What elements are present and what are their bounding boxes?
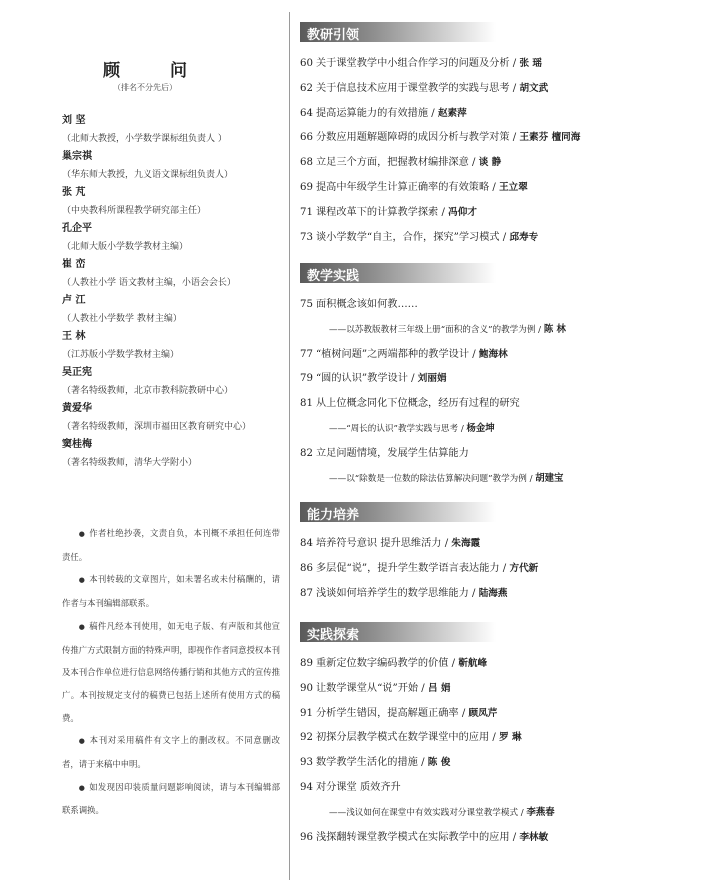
article-author: 陆海燕 (478, 587, 508, 599)
article-author: 谈 静 (478, 157, 502, 169)
toc-entry (300, 102, 710, 127)
table-of-contents (300, 0, 710, 892)
notice-item (62, 568, 280, 614)
page-number: 92 (300, 732, 313, 744)
advisor-role: （著名特级教师，北京市教科院教研中心） (62, 385, 234, 396)
article-title: 面积概念该如何教…… (315, 299, 418, 310)
notice-text: 本刊对采用稿件有文字上的删改权。不同意删改者，请于来稿中申明。 (62, 735, 281, 770)
column-divider (289, 12, 290, 880)
article-title: 关于课堂教学中小组合作学习的问题及分析 / (315, 58, 520, 69)
article-author: 张 瑶 (519, 58, 542, 69)
article-author: 赵素萍 (437, 107, 467, 119)
article-title: “植树问题”之两端都种的教学设计 / (315, 348, 479, 360)
page-number: 93 (300, 757, 313, 769)
section-items (300, 532, 710, 606)
advisor-name: 张 芃 (62, 187, 86, 198)
page-number: 69 (300, 181, 313, 193)
article-title: 对分课堂 质效齐升 (315, 781, 401, 793)
page-number: 87 (300, 587, 313, 599)
article-title: 分数应用题解题障碍的成因分析与教学对策 / (315, 132, 520, 144)
advisor-name: 吴正宪 (62, 367, 92, 378)
article-author: 方代新 (509, 562, 539, 574)
article-title: ——“周长的认识”教学实践与思考 / (329, 423, 467, 434)
page-number: 71 (300, 206, 313, 218)
section-heading-text: 能力培养 (307, 508, 360, 523)
notice-text: 如发现因印装质量问题影响阅读，请与本刊编辑部联系调换。 (62, 781, 280, 816)
toc-entry (300, 776, 710, 801)
article-author: 陈 俊 (427, 757, 451, 769)
section-items (300, 293, 710, 491)
section-items (300, 652, 710, 850)
article-author: 吕 娟 (427, 682, 451, 694)
article-title: 从上位概念同化下位概念，经历有过程的研究 (315, 398, 520, 410)
advisor-name: 黄爱华 (62, 403, 92, 414)
section-items (300, 52, 710, 250)
toc-entry (300, 652, 710, 677)
article-title: 浅谈如何培养学生的数学思维能力 / (315, 587, 479, 599)
article-author: 李燕春 (526, 806, 555, 818)
page-number: 84 (300, 538, 313, 549)
page-number: 60 (300, 58, 313, 69)
notice-text: 稿件凡经本刊使用，如无电子版、有声版和其他宣传推广方式限制方面的特殊声明，即视作作者同意授权本刊及本刊合作单位进行信息网络传播行销和其他方式的宣传推广。本刊按规定支付的稿费已包括上述所有使用方式的稿费。 (62, 620, 280, 723)
notice-item (62, 522, 280, 568)
advisor-role: （人教社小学数学 教材主编） (62, 313, 182, 324)
bullet-icon: ● (78, 622, 86, 631)
article-title: “圆的认识”教学设计 / (315, 373, 418, 385)
notice-item (62, 776, 280, 822)
advisor-name: 窦桂梅 (62, 439, 92, 450)
article-title: 分析学生错因，提高解题正确率 / (315, 707, 469, 719)
notice-list (62, 522, 280, 822)
section-heading (300, 263, 496, 283)
toc-entry (300, 77, 710, 102)
advisors-subtitle: （排名不分先后） (113, 83, 177, 92)
toc-entry (300, 201, 710, 226)
page-number: 86 (300, 562, 313, 574)
advisor-role: （华东师大教授，九义语文课标组负责人） (62, 169, 234, 180)
article-author: 胡建宝 (535, 472, 564, 484)
page-number: 64 (300, 107, 313, 119)
article-title: 提高运算能力的有效措施 / (315, 107, 438, 119)
toc-entry (300, 582, 710, 607)
toc-entry (300, 176, 710, 201)
article-author: 靳航峰 (458, 658, 488, 669)
toc-entry (300, 442, 710, 467)
toc-entry (300, 751, 710, 776)
page-number: 68 (300, 157, 313, 169)
toc-subtitle (300, 417, 710, 442)
advisor-name: 巢宗祺 (62, 151, 92, 162)
toc-entry (300, 702, 710, 727)
article-title: ——浅议如何在课堂中有效实践对分课堂教学模式 / (329, 807, 527, 818)
article-title: 多层促“说”，提升学生数学语言表达能力 / (315, 562, 510, 574)
article-author: 王立翠 (499, 181, 528, 193)
article-author: 冯仰才 (448, 206, 477, 218)
advisors-title: 顾 问 (103, 61, 209, 81)
toc-section (300, 502, 710, 606)
advisor-name: 崔 峦 (62, 259, 86, 270)
article-title: ——以苏教版教材三年级上册“面积的含义”的教学为例 / (329, 324, 544, 335)
toc-entry (300, 677, 710, 702)
toc-section (300, 263, 710, 491)
page-number: 91 (300, 707, 313, 719)
advisor-role: （江苏版小学数学教材主编） (62, 349, 180, 360)
toc-entry (300, 532, 710, 557)
section-heading-text: 教学实践 (307, 269, 360, 284)
notice-item (62, 729, 280, 775)
page-number: 89 (300, 658, 313, 669)
toc-subtitle (300, 801, 710, 826)
toc-entry (300, 343, 710, 368)
page-number: 94 (300, 781, 313, 793)
page-number: 75 (300, 299, 313, 310)
article-title: 重新定位数字编码教学的价值 / (315, 658, 459, 669)
article-author: 罗 琳 (499, 732, 522, 744)
article-title: 浅探翻转课堂教学模式在实际教学中的应用 / (315, 831, 520, 843)
notice-text: 本刊转载的文章图片，如未署名或未付稿酬的，请作者与本刊编辑部联系。 (62, 574, 280, 609)
toc-subtitle (300, 318, 710, 343)
article-title: 让数学课堂从“说”开始 / (315, 682, 428, 694)
advisor-name: 刘 坚 (62, 115, 86, 126)
page-number: 77 (300, 348, 313, 360)
section-heading (300, 22, 496, 42)
page-number: 81 (300, 398, 313, 410)
toc-section (300, 622, 710, 850)
bullet-icon: ● (78, 576, 86, 585)
article-author: 陈 林 (543, 323, 566, 335)
toc-entry (300, 293, 710, 318)
page-number: 90 (300, 682, 313, 694)
article-author: 杨金坤 (466, 422, 495, 434)
article-author: 李林敏 (519, 831, 549, 843)
bullet-icon: ● (78, 783, 86, 792)
article-title: 数学教学生活化的措施 / (315, 757, 428, 769)
article-title: 课程改革下的计算教学探索 / (315, 206, 449, 218)
article-title: 立足三个方面，把握教材编排深意 / (315, 157, 479, 169)
section-heading-text: 教研引领 (307, 28, 360, 43)
section-heading (300, 622, 496, 642)
article-title: 提高中年级学生计算正确率的有效策略 / (315, 181, 500, 193)
advisor-role: （北师大版小学数学教材主编） (62, 241, 189, 252)
article-title: 初探分层教学模式在数学课堂中的应用 / (315, 732, 500, 744)
article-title: 关于信息技术应用于课堂教学的实践与思考 / (315, 82, 520, 94)
notice-item (62, 615, 280, 730)
toc-entry (300, 226, 710, 251)
page-number: 96 (300, 831, 313, 843)
article-author: 王素芬 檀同海 (519, 132, 581, 144)
advisor-role: （人教社小学 语文教材主编，小语会会长） (62, 277, 236, 288)
article-title: 立足问题情境，发展学生估算能力 (315, 447, 469, 459)
page-number: 82 (300, 447, 313, 459)
advisor-role: （中央教科所课程教学研究部主任） (62, 205, 207, 216)
toc-entry (300, 392, 710, 417)
article-title: ——以“除数是一位数的除法估算解决问题”教学为例 / (329, 473, 536, 484)
toc-entry (300, 367, 710, 392)
article-author: 刘丽娟 (417, 373, 447, 385)
article-author: 朱海霞 (451, 538, 481, 549)
article-title: 培养符号意识 提升思维活力 / (315, 538, 452, 549)
toc-entry (300, 52, 710, 77)
page-number: 66 (300, 132, 313, 144)
toc-entry (300, 557, 710, 582)
toc-entry (300, 826, 710, 851)
toc-subtitle (300, 467, 710, 492)
section-heading (300, 502, 496, 522)
article-author: 邱寿专 (509, 231, 539, 243)
bullet-icon: ● (78, 737, 86, 746)
toc-entry (300, 126, 710, 151)
article-title: 谈小学数学“自主，合作，探究”学习模式 / (315, 231, 510, 243)
advisor-role: （北师大教授，小学数学课标组负责人 ） (62, 133, 227, 144)
page-number: 79 (300, 373, 313, 385)
advisor-name: 孔企平 (62, 223, 92, 234)
article-author: 顾凤芹 (468, 707, 498, 719)
page-number: 73 (300, 231, 313, 243)
advisor-role: （著名特级教师，清华大学附小） (62, 457, 198, 468)
toc-entry (300, 151, 710, 176)
notice-text: 作者杜绝抄袭，文责自负，本刊概不承担任何连带责任。 (62, 528, 280, 562)
page-number: 62 (300, 82, 313, 94)
bullet-icon: ● (78, 530, 86, 538)
toc-section (300, 22, 710, 250)
article-author: 胡文武 (519, 82, 549, 94)
article-author: 鲍海林 (478, 348, 508, 360)
advisor-role: （著名特级教师，深圳市福田区教育研究中心） (62, 421, 252, 432)
section-heading-text: 实践探索 (307, 628, 360, 643)
toc-entry (300, 726, 710, 751)
left-column (0, 0, 290, 892)
advisor-name: 王 林 (62, 331, 86, 342)
advisor-name: 卢 江 (62, 295, 86, 306)
advisor-list (62, 112, 287, 472)
